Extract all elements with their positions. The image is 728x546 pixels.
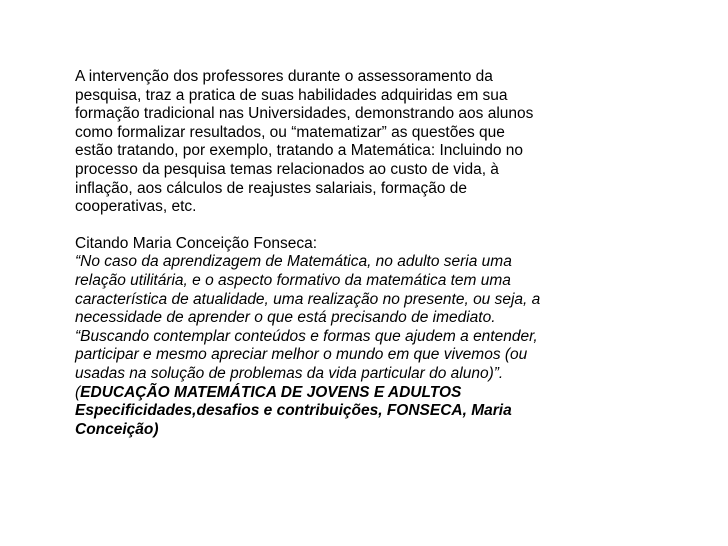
slide-body [75,68,695,439]
citation-intro: Citando Maria Conceição Fonseca: [75,234,318,252]
quote-text: “No caso da aprendizagem de Matemática, no adulto seria uma relação utilitária, e o aspecto formativo da matemática tem uma característica de atualidade, uma realização no presente, ou seja, a necessidade de aprender o que está precisando de imediato. “Buscando contemplar conteúdos e formas que ajudem a entender, participar e mesmo apreciar melhor o mundo em que vivemos (ou usadas na solução de problemas da vida particular do aluno)”. ( [75,253,541,401]
intro-paragraph: A intervenção dos professores durante o assessoramento da pesquisa, traz a pratica de suas habilidades adquiridas em sua formação tradicional nas Universidades, demonstrando aos alunos como formalizar resultados, ou “matematizar” as questões que estão tratando, por exemplo, tratando a Matemática: Incluindo no processo da pesquisa temas relacionados ao custo de vida, à inflação, aos cálculos de reajustes salariais, formação de cooperativas, etc. [75,68,534,216]
bibliographic-reference: EDUCAÇÃO MATEMÁTICA DE JOVENS E ADULTOS Especificidades,desafios e contribuições, FONSECA, Maria Conceição) [75,383,512,438]
quote-block [75,253,695,439]
